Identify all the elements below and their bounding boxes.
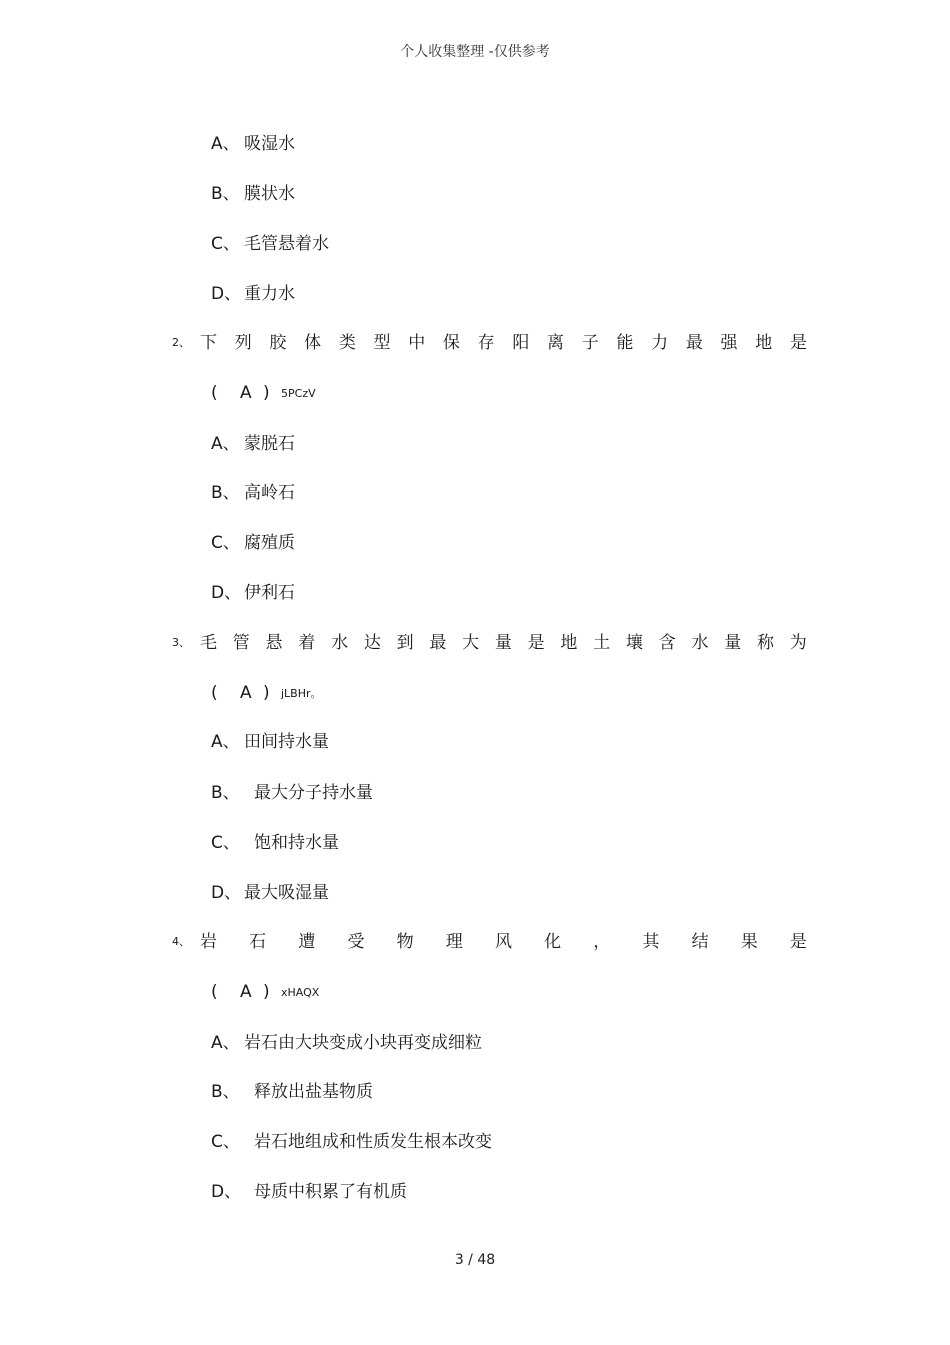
- question-char: 为: [789, 633, 807, 653]
- option-label: C、: [211, 833, 240, 853]
- question-char: 是: [789, 333, 807, 353]
- question-char: 受: [347, 932, 365, 952]
- q1-option-a: [0, 131, 950, 157]
- q2-option-d: [0, 580, 950, 606]
- question-char: 类: [338, 333, 356, 353]
- option-label: D、: [211, 583, 242, 603]
- question-char: 化: [544, 932, 562, 952]
- question-char: ，: [593, 932, 611, 952]
- option-text: 母质中积累了有机质: [254, 1182, 407, 1202]
- question-char: 量: [724, 633, 742, 653]
- question-char: 存: [477, 333, 495, 353]
- option-text: 毛管悬着水: [244, 234, 329, 254]
- question-char: 石: [249, 932, 267, 952]
- option-label: D、: [211, 1182, 242, 1202]
- option-text: 释放出盐基物质: [254, 1082, 373, 1102]
- question-number: 2、: [172, 336, 190, 349]
- option-label: D、: [211, 284, 242, 304]
- question-char: 强: [720, 333, 738, 353]
- q2-stem: [0, 330, 950, 356]
- option-text: 伊利石: [244, 583, 295, 603]
- option-label: D、: [211, 883, 242, 903]
- question-char: 风: [494, 932, 512, 952]
- q4-option-b: [0, 1079, 950, 1105]
- page-number: 3 / 48: [454, 1252, 496, 1268]
- option-label: B、: [211, 184, 240, 204]
- question-char: 管: [232, 633, 250, 653]
- q4-option-a: [0, 1030, 950, 1056]
- question-char: 水: [331, 633, 349, 653]
- question-text: [200, 630, 807, 656]
- question-char: 毛: [200, 633, 217, 653]
- question-char: 列: [234, 333, 252, 353]
- answer-letter: A: [240, 683, 252, 703]
- question-text: [200, 929, 807, 955]
- option-label: A、: [211, 134, 240, 154]
- option-text: 最大吸湿量: [244, 883, 329, 903]
- question-char: 阳: [512, 333, 530, 353]
- q3-option-c: [0, 830, 950, 856]
- option-text: 岩石由大块变成小块再变成细粒: [244, 1033, 482, 1053]
- question-char: 结: [691, 932, 709, 952]
- option-label: C、: [211, 234, 240, 254]
- answer-close-paren: ): [263, 683, 270, 703]
- question-char: 地: [755, 333, 773, 353]
- answer-open-paren: (: [211, 383, 218, 403]
- answer-code: 5PCzV: [281, 387, 316, 400]
- option-text: 最大分子持水量: [254, 783, 373, 803]
- answer-open-paren: (: [211, 683, 218, 703]
- q4-option-c: [0, 1129, 950, 1155]
- answer-close-paren: ): [263, 982, 270, 1002]
- q1-option-b: [0, 181, 950, 207]
- question-char: 下: [200, 333, 217, 353]
- q3-answer: [0, 680, 950, 706]
- question-number: 3、: [172, 636, 190, 649]
- option-text: 田间持水量: [244, 732, 329, 752]
- option-label: B、: [211, 783, 240, 803]
- option-text: 吸湿水: [244, 134, 295, 154]
- question-char: 着: [298, 633, 316, 653]
- q4-option-d: [0, 1179, 950, 1205]
- question-char: 子: [581, 333, 599, 353]
- question-char: 最: [685, 333, 703, 353]
- question-char: 型: [373, 333, 391, 353]
- q3-option-d: [0, 880, 950, 906]
- option-text: 饱和持水量: [254, 833, 339, 853]
- question-char: 物: [396, 932, 414, 952]
- question-char: 大: [462, 633, 480, 653]
- option-text: 蒙脱石: [244, 434, 295, 454]
- q3-stem: [0, 630, 950, 656]
- q2-option-b: [0, 480, 950, 506]
- question-number: 4、: [172, 935, 190, 948]
- question-char: 是: [789, 932, 807, 952]
- option-text: 腐殖质: [244, 533, 295, 553]
- answer-code: xHAQX: [281, 986, 320, 999]
- question-char: 最: [429, 633, 447, 653]
- answer-open-paren: (: [211, 982, 218, 1002]
- question-char: 称: [757, 633, 775, 653]
- question-char: 保: [442, 333, 460, 353]
- question-char: 含: [658, 633, 676, 653]
- option-label: A、: [211, 434, 240, 454]
- option-text: 高岭石: [244, 483, 295, 503]
- q1-option-d: [0, 281, 950, 307]
- q4-stem: [0, 929, 950, 955]
- question-text: [200, 330, 807, 356]
- question-char: 力: [651, 333, 669, 353]
- answer-letter: A: [240, 383, 252, 403]
- q3-option-a: [0, 729, 950, 755]
- question-char: 悬: [265, 633, 283, 653]
- question-char: 量: [494, 633, 512, 653]
- q2-answer: [0, 380, 950, 406]
- q3-option-b: [0, 780, 950, 806]
- q1-option-c: [0, 231, 950, 257]
- question-char: 体: [304, 333, 322, 353]
- question-char: 水: [691, 633, 709, 653]
- question-char: 到: [396, 633, 414, 653]
- question-char: 达: [363, 633, 381, 653]
- question-char: 胶: [269, 333, 287, 353]
- question-char: 果: [740, 932, 758, 952]
- question-char: 土: [593, 633, 611, 653]
- question-char: 岩: [200, 932, 217, 952]
- question-char: 其: [642, 932, 660, 952]
- option-label: A、: [211, 1033, 240, 1053]
- question-char: 理: [445, 932, 463, 952]
- page-header: 个人收集整理 -仅供参考: [400, 44, 550, 60]
- question-char: 离: [547, 333, 565, 353]
- q2-option-c: [0, 530, 950, 556]
- question-char: 能: [616, 333, 634, 353]
- option-text: 岩石地组成和性质发生根本改变: [254, 1132, 492, 1152]
- answer-close-paren: ): [263, 383, 270, 403]
- answer-code: jLBHr。: [281, 687, 322, 700]
- q2-option-a: [0, 431, 950, 457]
- option-text: 重力水: [244, 284, 295, 304]
- option-label: C、: [211, 533, 240, 553]
- question-char: 遭: [298, 932, 316, 952]
- question-char: 中: [408, 333, 426, 353]
- option-label: C、: [211, 1132, 240, 1152]
- option-label: A、: [211, 732, 240, 752]
- option-label: B、: [211, 1082, 240, 1102]
- question-char: 壤: [625, 633, 643, 653]
- option-text: 膜状水: [244, 184, 295, 204]
- question-char: 地: [560, 633, 578, 653]
- answer-letter: A: [240, 982, 252, 1002]
- q4-answer: [0, 979, 950, 1005]
- question-char: 是: [527, 633, 545, 653]
- option-label: B、: [211, 483, 240, 503]
